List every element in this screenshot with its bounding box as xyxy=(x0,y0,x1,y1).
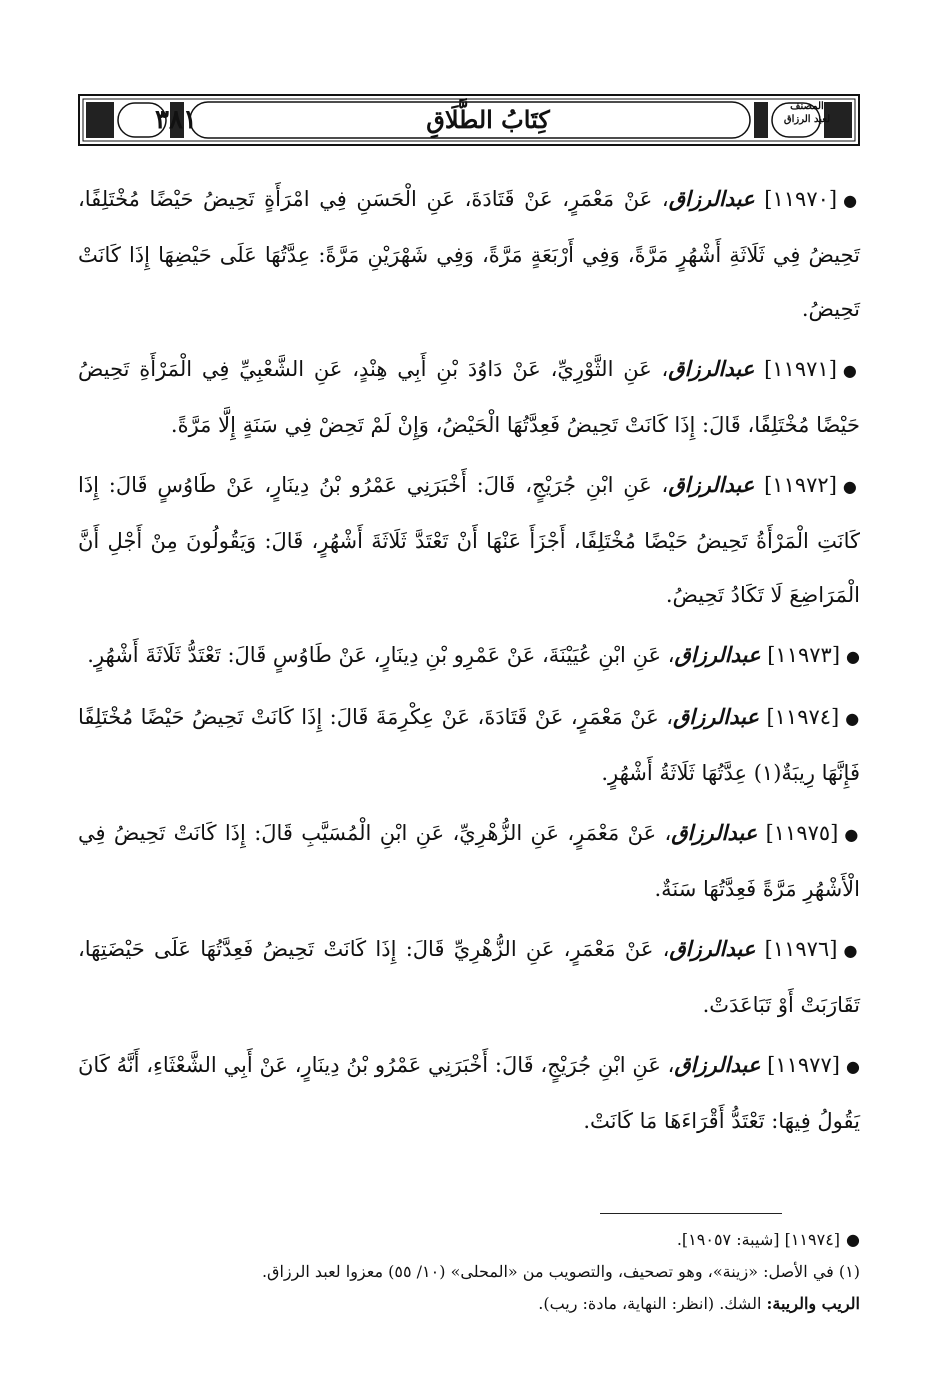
footnote-divider xyxy=(600,1213,782,1214)
bullet-icon: ● xyxy=(843,191,861,210)
publisher-logo xyxy=(762,100,852,140)
hadith-paragraph xyxy=(78,172,860,336)
bullet-icon: ● xyxy=(842,361,860,380)
hadith-paragraph xyxy=(78,922,860,1032)
narrator-name: عبدالرزاق xyxy=(668,356,755,381)
hadith-number: [١١٩٧٦] xyxy=(764,937,838,961)
hadith-text: ، عَنِ ابْنِ جُرَيْجٍ، قَالَ: أَخْبَرَنِي عَمْرُو بْنُ دِينَارٍ، عَنْ طَاوُسٍ قَالَ: إِذَا كَانَتِ الْمَرْأَةُ تَحِيضُ حَيْضًا مُخْتَلِفًا، أَجْزَأَ عَنْهَا أَنْ تَعْتَدَّ ثَلَاثَةَ أَشْهُرٍ، قَالَ: وَيَقُولُونَ مِنْ أَجْلِ أَنَّ الْمَرَاضِعَ لَا تَكَادُ تَحِيضُ. xyxy=(78,473,860,607)
hadith-number: [١١٩٧٣] xyxy=(767,643,841,667)
hadith-text: ، عَنْ مَعْمَرٍ، عَنْ قَتَادَةَ، عَنِ الْحَسَنِ فِي امْرَأَةٍ تَحِيضُ حَيْضًا مُخْتَلِفًا، تَحِيضُ فِي ثَلَاثَةِ أَشْهُرٍ مَرَّةً، وَفِي أَرْبَعَةٍ مَرَّةً، وَفِي شَهْرَيْنِ مَرَّةً: عِدَّتُهَا عَلَى حَيْضِهَا إِذَا كَانَتْ تَحِيضُ. xyxy=(78,187,860,321)
hadith-number: [١١٩٧١] xyxy=(764,357,837,381)
logo-line-2: لعبد الرزاق xyxy=(783,114,831,125)
bullet-icon: ● xyxy=(845,1057,860,1076)
hadith-text: ، عَنِ ابْنِ جُرَيْجٍ، قَالَ: أَخْبَرَنِي عَمْرُو بْنُ دِينَارٍ، عَنْ أَبِي الشَّعْثَاءِ، أَنَّهُ كَانَ يَقُولُ فِيهَا: تَعْتَدُّ أَقْرَاءَهَا مَا كَانَتْ. xyxy=(78,1053,860,1133)
hadith-text: ، عَنْ مَعْمَرٍ، عَنِ الزُّهْرِيِّ قَالَ: إِذَا كَانَتْ تَحِيضُ فَعِدَّتُهَا عَلَى حَيْضَتِهَا، تَقَارَبَتْ أَوْ تَبَاعَدَتْ. xyxy=(78,937,860,1017)
bullet-icon: ● xyxy=(844,825,860,844)
hadith-number: [١١٩٧٠] xyxy=(764,187,838,211)
gloss-note xyxy=(78,1288,860,1320)
hadith-paragraph xyxy=(78,342,860,452)
hadith-number: [١١٩٧٥] xyxy=(765,821,839,845)
book-title: كِتَابُ الطَّلَاقِ xyxy=(426,105,550,134)
bullet-icon: ● xyxy=(843,941,860,960)
hadith-paragraph xyxy=(78,458,860,622)
page-header xyxy=(78,94,860,146)
hadith-paragraph xyxy=(78,690,860,800)
hadith-paragraph xyxy=(78,628,860,684)
cross-reference-text: [١١٩٧٤] [شيبة: ١٩٠٥٧]. xyxy=(676,1230,841,1249)
hadith-text: ، عَنِ ابْنِ عُيَيْنَةَ، عَنْ عَمْرِو بْنِ دِينَارٍ، عَنْ طَاوُسٍ قَالَ: تَعْتَدُّ ثَلَاثَةَ أَشْهُرٍ. xyxy=(87,643,675,667)
narrator-name: عبدالرزاق xyxy=(672,704,759,729)
bullet-icon: ● xyxy=(845,709,860,728)
hadith-number: [١١٩٧٧] xyxy=(767,1053,840,1077)
hadith-paragraph xyxy=(78,806,860,916)
footnotes xyxy=(78,1224,860,1320)
footnote-1: (١) في الأصل: «زينة»، وهو تصحيف، والتصويب من «المحلى» (١٠/ ٥٥) معزوا لعبد الرزاق. xyxy=(261,1262,860,1281)
narrator-name: عبدالرزاق xyxy=(668,186,755,211)
main-text xyxy=(78,172,860,1154)
logo-line-1: المصنف xyxy=(790,101,824,112)
bullet-icon: ● xyxy=(842,477,860,496)
narrator-name: عبدالرزاق xyxy=(669,936,756,961)
bullet-icon: ● xyxy=(846,647,860,666)
hadith-text: ، عَنْ مَعْمَرٍ، عَنِ الزُّهْرِيِّ، عَنِ ابْنِ الْمُسَيَّبِ قَالَ: إِذَا كَانَتْ تَحِيضُ فِي الْأَشْهُرِ مَرَّةً فَعِدَّتُهَا سَنَةٌ. xyxy=(78,821,860,901)
narrator-name: عبدالرزاق xyxy=(671,820,758,845)
narrator-name: عبدالرزاق xyxy=(674,642,761,667)
page-number: ٣٨١ xyxy=(155,105,197,135)
hadith-paragraph xyxy=(78,1038,860,1148)
bullet-icon: ● xyxy=(846,1230,860,1249)
narrator-name: عبدالرزاق xyxy=(674,1052,761,1077)
gloss-text: الشك. (انظر: النهاية، مادة: ريب). xyxy=(538,1294,767,1313)
gloss-term: الريب والريبة: xyxy=(766,1294,860,1313)
hadith-number: [١١٩٧٢] xyxy=(764,473,837,497)
hadith-text: ، عَنْ مَعْمَرٍ، عَنْ قَتَادَةَ، عَنْ عِكْرِمَةَ قَالَ: إِذَا كَانَتْ تَحِيضُ حَيْضًا مُخْتَلِفًا فَإِنَّهَا رِيبَةٌ(١) عِدَّتُهَا ثَلَاثَةُ أَشْهُرٍ. xyxy=(78,705,860,785)
hadith-text: ، عَنِ الثَّوْرِيِّ، عَنْ دَاوُدَ بْنِ أَبِي هِنْدٍ، عَنِ الشَّعْبِيِّ فِي الْمَرْأَةِ تَحِيضُ حَيْضًا مُخْتَلِفًا، قَالَ: إِذَا كَانَتْ تَحِيضُ فَعِدَّتُهَا الْحَيْضُ، وَإِنْ لَمْ تَحِضْ فِي سَنَةٍ إِلَّا مَرَّةً. xyxy=(78,357,860,437)
narrator-name: عبدالرزاق xyxy=(668,472,755,497)
hadith-number: [١١٩٧٤] xyxy=(766,705,840,729)
cross-reference xyxy=(78,1224,860,1256)
